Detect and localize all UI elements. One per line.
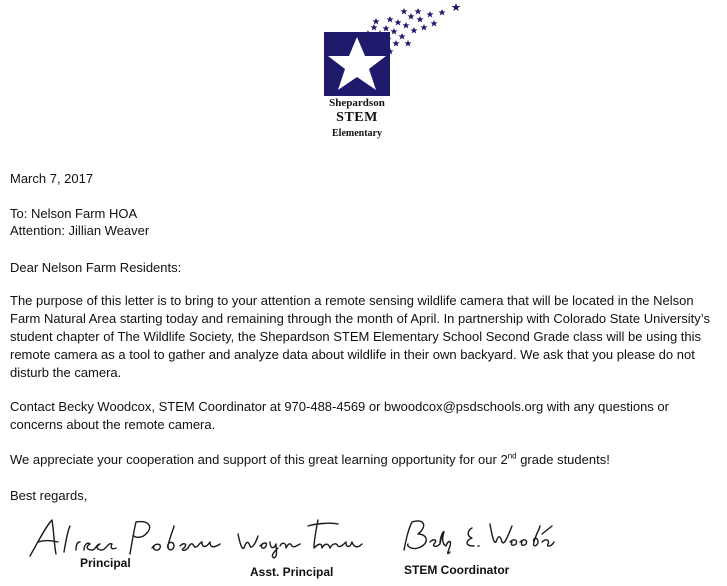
paragraph-contact: Contact Becky Woodcox, STEM Coordinator at 970-488-4569 or bwoodcox@psdschools.org with any questions or concerns about the remote camera. bbox=[10, 399, 669, 432]
handwritten-signature-principal bbox=[24, 512, 234, 562]
salutation: Dear Nelson Farm Residents: bbox=[10, 260, 182, 275]
handwritten-signature-stem-coordinator bbox=[392, 512, 562, 562]
signature-block-principal bbox=[24, 512, 234, 570]
logo-line-2: STEM bbox=[336, 110, 378, 125]
signature-block-stem-coordinator bbox=[392, 512, 562, 577]
signature-title-asst-principal: Asst. Principal bbox=[250, 565, 334, 579]
school-logo bbox=[318, 0, 468, 146]
attention-line: Attention: Jillian Weaver bbox=[10, 223, 150, 238]
appreciation-text-end: grade students! bbox=[516, 452, 610, 467]
signature-title-principal: Principal bbox=[80, 556, 131, 570]
signature-block-asst-principal bbox=[234, 512, 384, 579]
logo-line-3: Elementary bbox=[332, 128, 382, 139]
closing: Best regards, bbox=[10, 488, 88, 503]
logo-line-1: Shepardson bbox=[329, 97, 385, 109]
appreciation-text: We appreciate your cooperation and support of this great learning opportunity for our 2 bbox=[10, 452, 508, 467]
signature-title-stem-coordinator: STEM Coordinator bbox=[404, 563, 510, 577]
recipient-line: To: Nelson Farm HOA bbox=[10, 206, 138, 221]
handwritten-signature-asst-principal bbox=[234, 512, 384, 562]
paragraph-appreciation bbox=[10, 451, 722, 469]
star-logo-icon bbox=[318, 0, 468, 100]
paragraph-purpose: The purpose of this letter is to bring to your attention a remote sensing wildlife camera that will be located in the Nelson Farm Natural Area starting today and remaining through the month of April. In partnership with Colorado State University’s student chapter of The Wildlife Society, the Shepardson STEM Elementary School Second Grade class will be using this remote camera as a tool to gather and analyze data about wildlife in their own backyard. We ask that you please do not disturb the camera. bbox=[10, 293, 710, 380]
ordinal-suffix: nd bbox=[507, 451, 517, 461]
letter-date: March 7, 2017 bbox=[10, 171, 94, 186]
